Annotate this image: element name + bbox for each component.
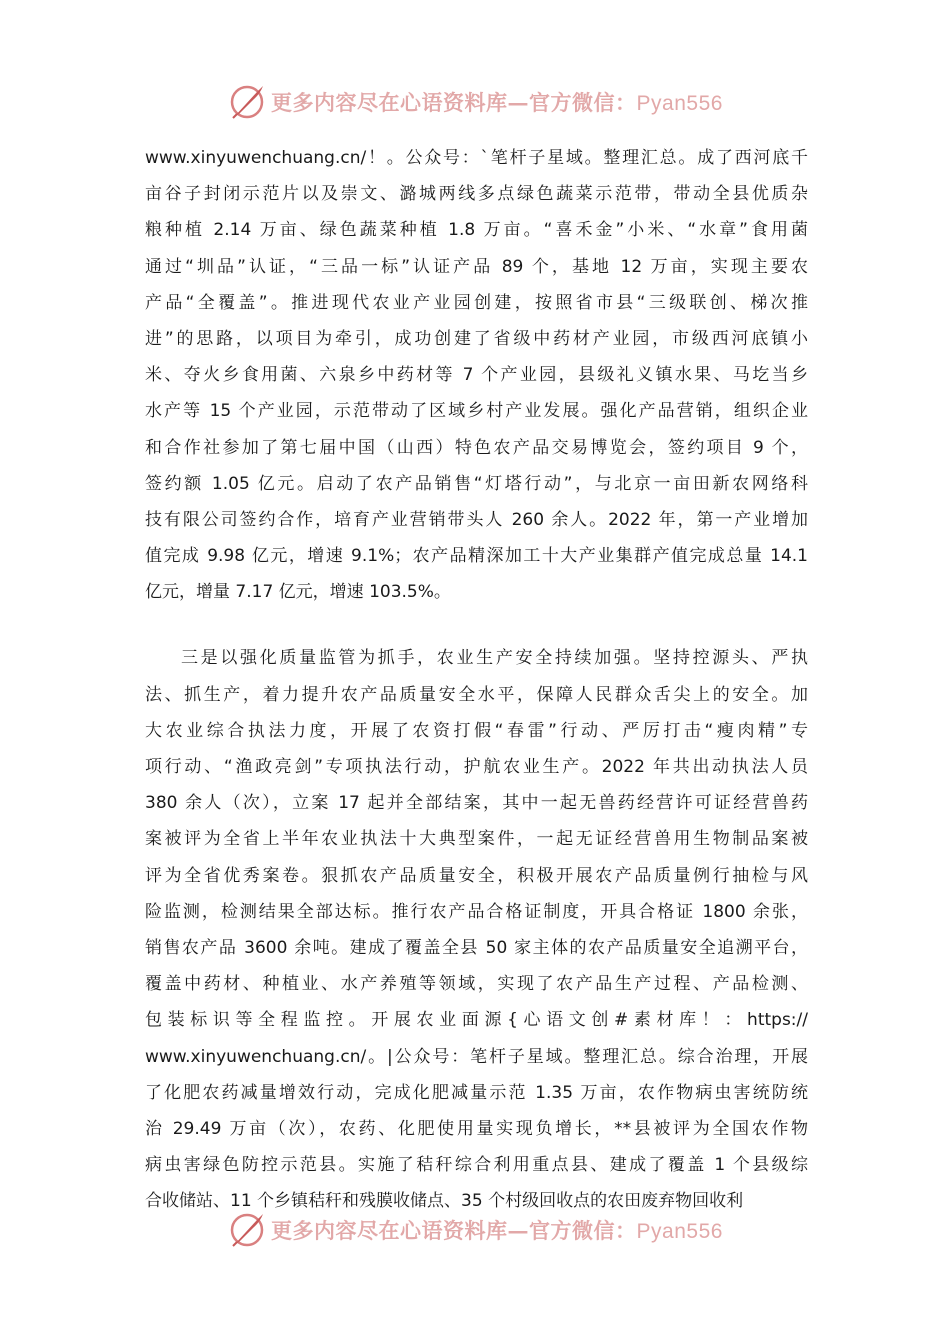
text-line: 粮种植 2.14 万亩、绿色蔬菜种植 1.8 万亩。“喜禾金”小米、“水章”食用菌 [145,220,808,241]
quill-logo-icon [227,1210,267,1250]
text-line: 产品“全覆盖”。推进现代农业产业园创建，按照省市县“三级联创、梯次推 [145,292,808,313]
text-line: 法、抓生产，着力提升农产品质量安全水平，保障人民群众舌尖上的安全。加 [145,684,808,705]
text-line: 评为全省优秀案卷。狠抓农产品质量安全，积极开展农产品质量例行抽检与风 [145,865,808,886]
text-line: 值完成 9.98 亿元，增速 9.1%；农产品精深加工十大产业集群产值完成总量 14.1 [145,546,808,567]
text-line: 亩谷子封闭示范片以及崇文、潞城两线多点绿色蔬菜示范带，带动全县优质杂 [145,184,808,205]
text-line: 和合作社参加了第七届中国（山西）特色农产品交易博览会，签约项目 9 个， [145,437,808,458]
text-line: 亿元，增量 7.17 亿元，增速 103.5%。 [145,582,451,603]
text-line: 了化肥农药减量增效行动，完成化肥减量示范 1.35 万亩，农作物病虫害统防统 [145,1082,808,1103]
paragraph-2 [145,640,808,1219]
text-line: 通过“圳品”认证，“三品一标”认证产品 89 个，基地 12 万亩，实现主要农 [145,256,808,277]
text-line: 380 余人（次），立案 17 起并全部结案，其中一起无兽药经营许可证经营兽药 [145,793,808,814]
text-line: 合收储站、11 个乡镇秸秆和残膜收储点、35 个村级回收点的农田废弃物回收利 [145,1191,744,1212]
footer-banner [0,1210,950,1250]
text-line: 案被评为全省上半年农业执法十大典型案件，一起无证经营兽用生物制品案被 [145,829,808,850]
quill-logo-icon [227,82,267,122]
header-banner [0,82,950,122]
paragraph-1 [145,140,808,610]
text-line: 包装标识等全程监控。开展农业面源{心语文创#素材库！：https:// [145,1010,808,1031]
footer-banner-text: 更多内容尽在心语资料库—官方微信：Pyan556 [271,1218,723,1243]
text-line: 销售农产品 3600 余吨。建成了覆盖全县 50 家主体的农产品质量安全追溯平台， [145,937,808,958]
text-line: www.xinyuwenchuang.cn/。|公众号：笔杆子星域。整理汇总。综合治理，开展 [145,1046,808,1067]
text-line: 覆盖中药材、种植业、水产养殖等领域，实现了农产品生产过程、产品检测、 [145,974,808,995]
text-line: 大农业综合执法力度，开展了农资打假“春雷”行动、严厉打击“瘦肉精”专 [145,720,808,741]
text-line: 险监测，检测结果全部达标。推行农产品合格证制度，开具合格证 1800 余张， [145,901,808,922]
text-line: 病虫害绿色防控示范县。实施了秸秆综合利用重点县、建成了覆盖 1 个县级综 [145,1155,808,1176]
text-line: 技有限公司签约合作，培育产业营销带头人 260 余人。2022 年，第一产业增加 [145,509,808,530]
text-line: 水产等 15 个产业园，示范带动了区域乡村产业发展。强化产品营销，组织企业 [145,401,808,422]
text-line: 三是以强化质量监管为抓手，农业生产安全持续加强。坚持控源头、严执 [181,648,808,669]
text-line: 项行动、“渔政亮剑”专项执法行动，护航农业生产。2022 年共出动执法人员 [145,757,808,777]
text-line: 米、夺火乡食用菌、六泉乡中药材等 7 个产业园，县级礼义镇水果、马圪当乡 [145,365,808,386]
text-line: 治 29.49 万亩（次），农药、化肥使用量实现负增长，**县被评为全国农作物 [145,1118,808,1139]
header-banner-text: 更多内容尽在心语资料库—官方微信：Pyan556 [271,90,723,115]
document-body [145,140,808,1219]
text-line: 签约额 1.05 亿元。启动了农产品销售“灯塔行动”，与北京一亩田新农网络科 [145,473,808,494]
text-line: www.xinyuwenchuang.cn/！。公众号：`笔杆子星域。整理汇总。成了西河底千 [145,148,808,168]
text-line: 进”的思路，以项目为牵引，成功创建了省级中药材产业园，市级西河底镇小 [145,328,808,349]
